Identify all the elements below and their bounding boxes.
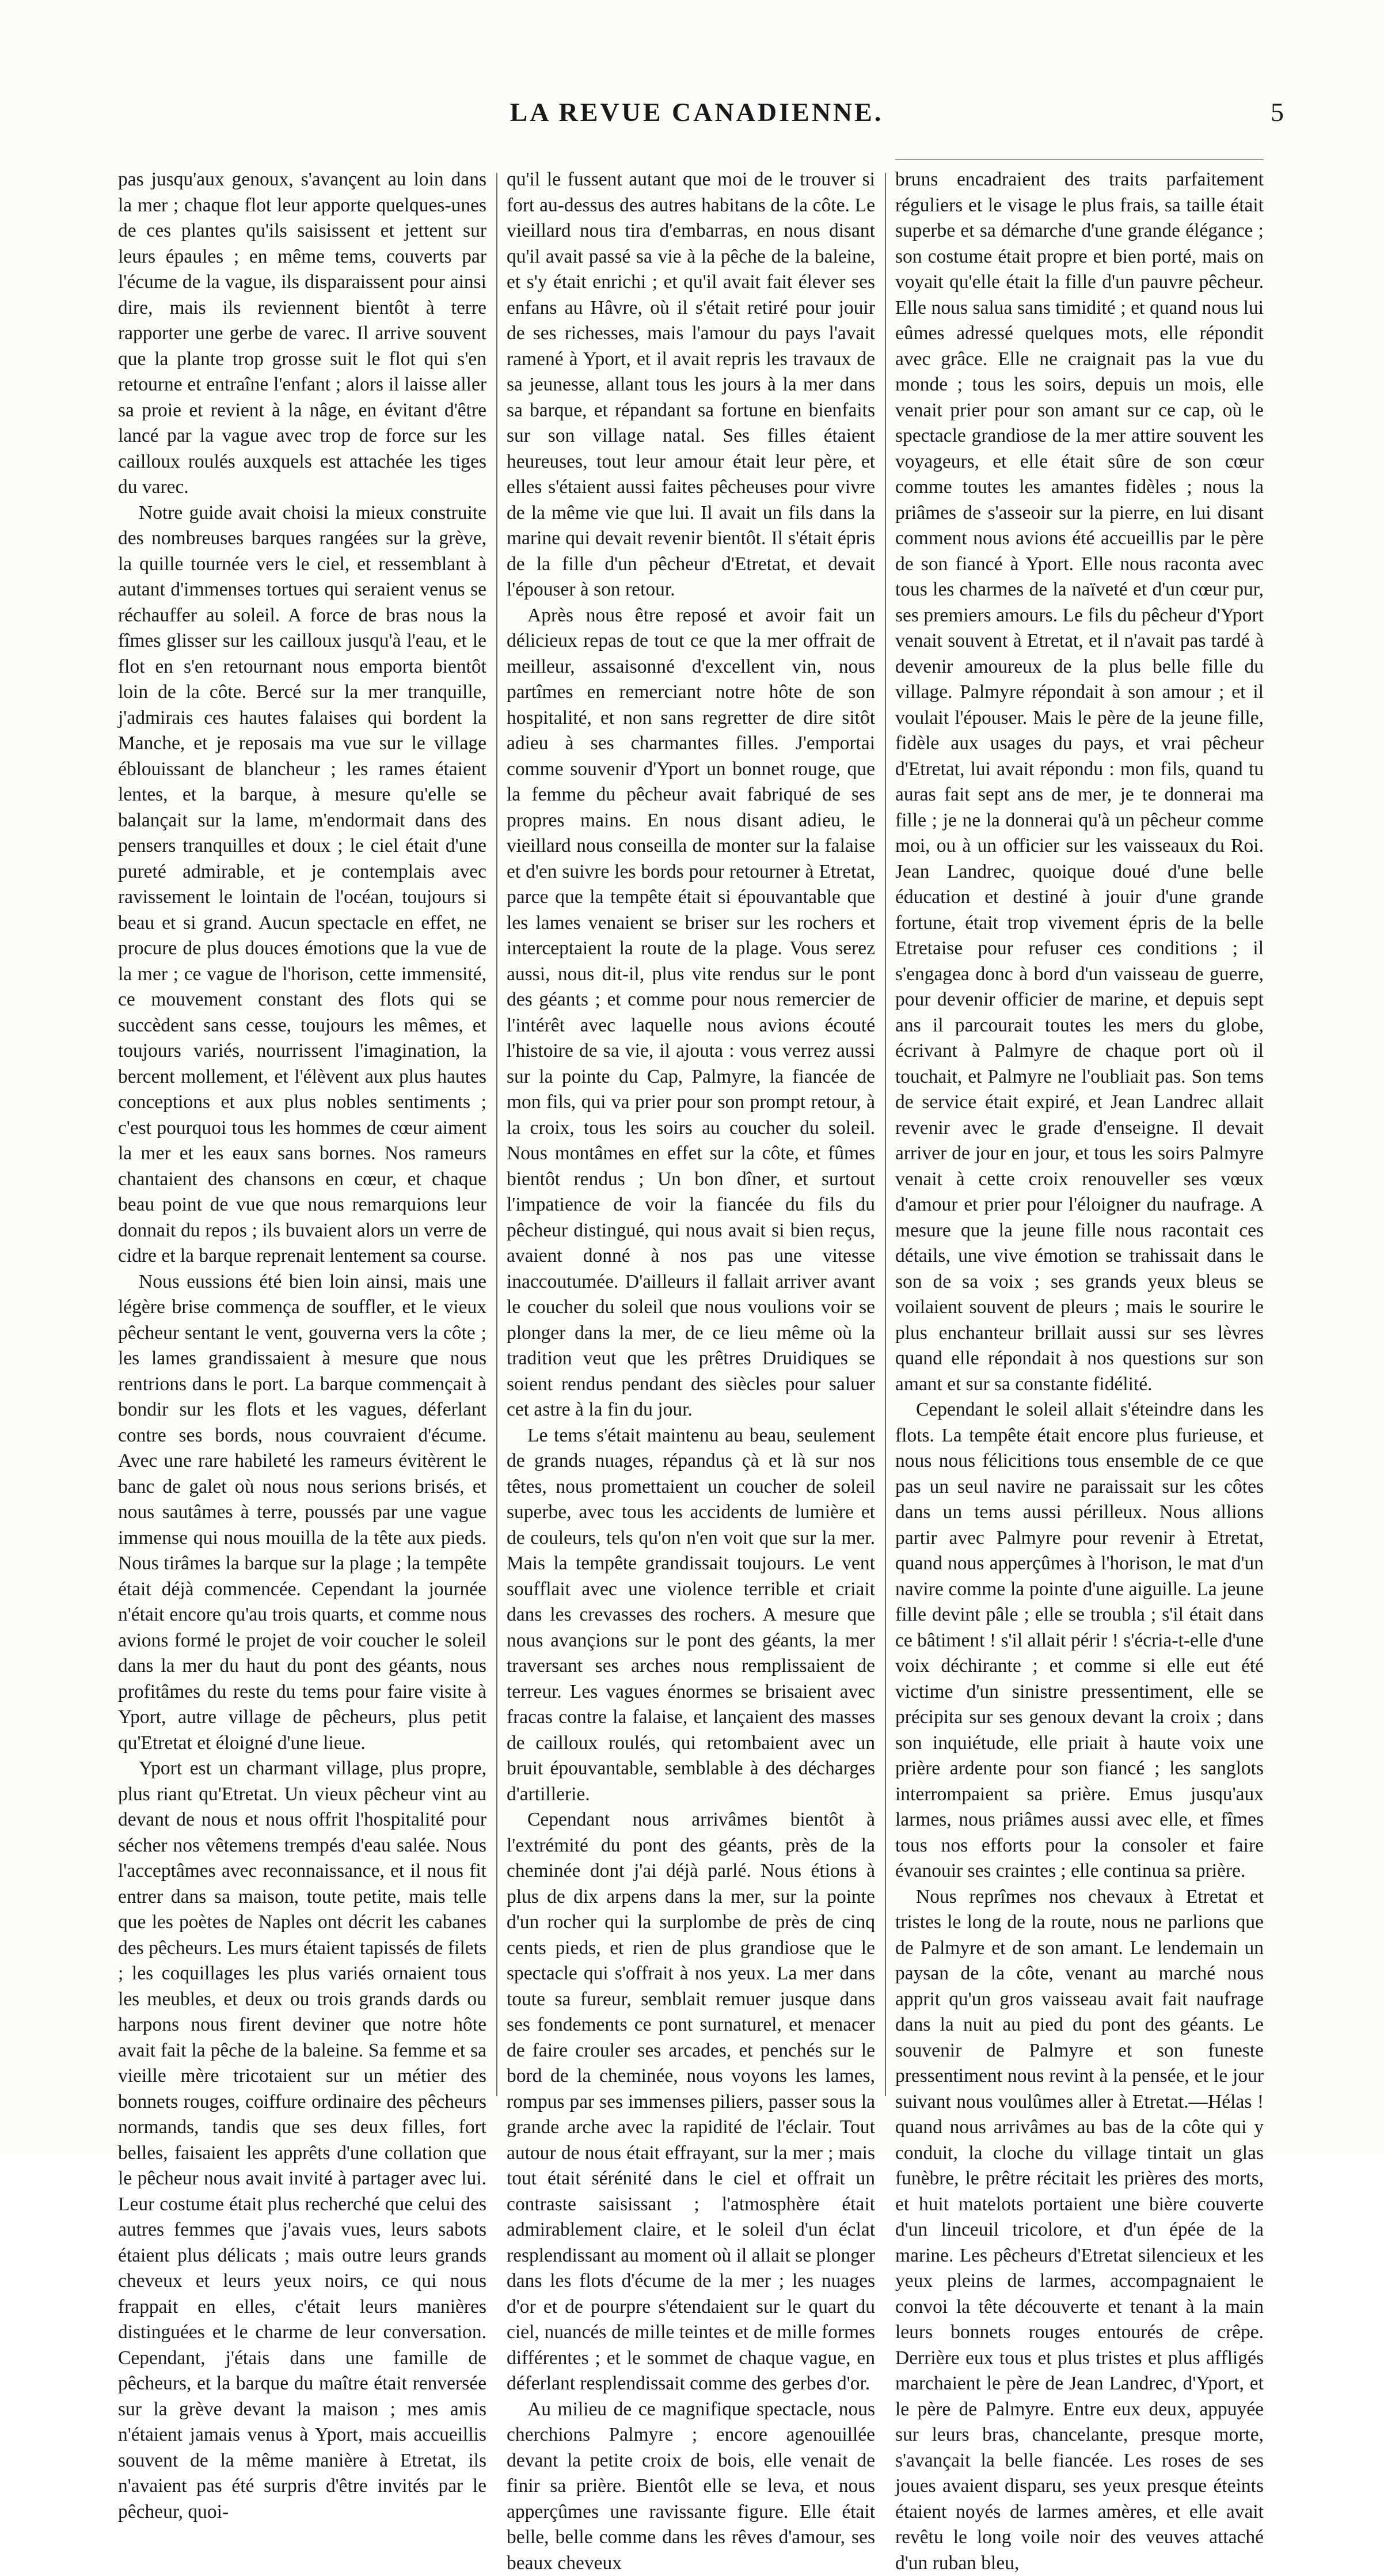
page-header — [109, 97, 1284, 137]
paragraph: Cependant le soleil allait s'éteindre dans les flots. La tempête était encore plus furieuse, et nous nous félicitions tous ensemble de ce que pas un seul navire ne paraissait sur les côtes dans un tems aussi périlleux. Nous allions partir avec Palmyre pour revenir à Etretat, quand nous apperçûmes à l'horison, le mat d'un navire comme la pointe d'une aiguille. La jeune fille devint pâle ; elle se troubla ; s'il était dans ce bâtiment ! s'il allait périr ! s'écria-t-elle d'une voix déchirante ; et comme si elle eut été victime d'un sinistre pressentiment, elle se précipita sur ses genoux devant la croix ; dans son inquiétude, elle priait à haute voix une prière ardente pour son fiancé ; les sanglots interrompaient sa prière. Emus jusqu'aux larmes, nous priâmes aussi avec elle, et fîmes tous nos efforts pour la consoler et faire évanouir ses craintes ; elle continua sa prière. — [895, 1397, 1264, 1884]
running-title: LA REVUE CANADIENNE. — [109, 97, 1284, 127]
paragraph: qu'il le fussent autant que moi de le trouver si fort au-dessus des autres habitans de la côte. Le vieillard nous tira d'embarras, en nous disant qu'il avait passé sa vie à la pêche de la baleine, et s'y était enrichi ; et qu'il avait fait élever ses enfans au Hâvre, où il s'était retiré pour jouir de ses richesses, mais l'amour du pays l'avait ramené à Yport, et il avait repris les travaux de sa jeunesse, allant tous les jours à la mer dans sa barque, et répandant sa fortune en bienfaits sur son village natal. Ses filles étaient heureuses, tout leur amour était leur père, et elles s'étaient aussi faites pêcheuses pour vivre de la même vie que lui. Il avait un fils dans la marine qui devait revenir bientôt. Il s'était épris de la fille d'un pêcheur d'Etretat, et devait l'épouser à son retour. — [507, 167, 875, 603]
text-column-2 — [507, 167, 875, 2108]
page-number: 5 — [1271, 97, 1284, 127]
paragraph: bruns encadraient des traits parfaitement réguliers et le visage le plus frais, sa taille était superbe et sa démarche d'une grande élégance ; son costume était propre et bien porté, mais on voyait qu'elle était la fille d'un pauvre pêcheur. Elle nous salua sans timidité ; et quand nous lui eûmes adressé quelques mots, elle répondit avec grâce. Elle ne craignait pas la vue du monde ; tous les soirs, depuis un mois, elle venait prier pour son amant sur ce cap, où le spectacle grandiose de la mer attire souvent les voyageurs, et elle était sûre de son cœur comme toutes les amantes fidèles ; nous la priâmes de s'asseoir sur la pierre, en lui disant comment nous avions été accueillis par le père de son fiancé à Yport. Elle nous raconta avec tous les charmes de la naïveté et d'un cœur pur, ses premiers amours. Le fils du pêcheur d'Yport venait souvent à Etretat, et il n'avait pas tardé à devenir amoureux de la plus belle fille du village. Palmyre répondait à son amour ; et il voulait l'épouser. Mais le père de la jeune fille, fidèle aux usages du pays, et vrai pêcheur d'Etretat, lui avait répondu : mon fils, quand tu auras fait sept ans de mer, je te donnerai ma fille ; je ne la donnerai qu'à un pêcheur comme moi, ou à un officier sur les vaisseaux du Roi. Jean Landrec, quoique doué d'une belle éducation et destiné à jouir d'une grande fortune, était trop vivement épris de la belle Etretaise pour refuser ces conditions ; il s'engagea donc à bord d'un vaisseau de guerre, pour devenir officier de marine, et depuis sept ans il parcourait toutes les mers du globe, écrivant à Palmyre de chaque port où il touchait, et Palmyre ne l'oubliait pas. Son tems de service était expiré, et Jean Landrec allait revenir avec le grade d'enseigne. Il devait arriver de jour en jour, et tous les soirs Palmyre venait à cette croix renouveller ses vœux d'amour et prier pour l'éloigner du naufrage. A mesure que la jeune fille nous racontait ces détails, une vive émotion se trahissait dans le son de sa voix ; ses grands yeux bleus se voilaient souvent de pleurs ; mais le sourire le plus enchanteur brillait aussi sur ses lèvres quand elle répondait à nos questions sur son amant et sur sa constante fidélité. — [895, 167, 1264, 1397]
column-divider — [496, 173, 497, 2096]
column-top-rule — [895, 159, 1264, 160]
text-column-3 — [895, 167, 1264, 2108]
paragraph: Cependant nous arrivâmes bientôt à l'extrémité du pont des géants, près de la cheminée dont j'ai déjà parlé. Nous étions à plus de dix arpens dans la mer, sur la pointe d'un rocher qui la surplombe de près de cinq cents pieds, et rien de plus grandiose que le spectacle qui s'offrait à nos yeux. La mer dans toute sa fureur, semblait remuer jusque dans ses fondements ce pont surnaturel, et menacer de faire crouler ses arcades, et penchés sur le bord de la cheminée, nous voyons les lames, rompus par ses immenses piliers, passer sous la grande arche avec la rapidité de l'éclair. Tout autour de nous était effrayant, sur la mer ; mais tout était sérénité dans le ciel et offrait un contraste saisissant ; l'atmosphère était admirablement claire, et le soleil d'un éclat resplendissant au moment où il allait se plonger dans les flots d'écume de la mer ; les nuages d'or et de pourpre s'étendaient sur le quart du ciel, nuancés de mille teintes et de mille formes différentes ; et le sommet de chaque vague, en déferlant resplendissait comme des gerbes d'or. — [507, 1807, 875, 2397]
paragraph: Nous eussions été bien loin ainsi, mais une légère brise commença de souffler, et le vieux pêcheur sentant le vent, gouverna vers la côte ; les lames grandissaient à mesure que nous rentrions dans le port. La barque commençait à bondir sur les flots et les vagues, déferlant contre ses bords, nous couvraient d'écume. Avec une rare habileté les rameurs évitèrent le banc de galet où nous nous serions brisés, et nous sautâmes à terre, poussés par une vague immense qui nous mouilla de la tête aux pieds. Nous tirâmes la barque sur la plage ; la tempête était déjà commencée. Cependant la journée n'était encore qu'au trois quarts, et comme nous avions formé le projet de voir coucher le soleil dans la mer du haut du pont des géants, nous profitâmes du reste du tems pour faire visite à Yport, autre village de pêcheurs, plus petit qu'Etretat et éloigné d'une lieue. — [118, 1269, 486, 1756]
paragraph: pas jusqu'aux genoux, s'avançent au loin dans la mer ; chaque flot leur apporte quelques-unes de ces plantes qu'ils saisissent et jettent sur leurs épaules ; en même tems, couverts par l'écume de la vague, ils disparaissent pour ainsi dire, mais ils reviennent bientôt à terre rapporter une gerbe de varec. Il arrive souvent que la plante trop grosse suit le flot qui s'en retourne et entraîne l'enfant ; alors il laisse aller sa proie et revient à la nâge, en évitant d'être lancé par la vague avec trop de force sur les cailloux roulés auxquels est attachée les tiges du varec. — [118, 167, 486, 500]
paragraph: Nous reprîmes nos chevaux à Etretat et tristes le long de la route, nous ne parlions que de Palmyre et de son amant. Le lendemain un paysan de la côte, venant au marché nous apprit qu'un gros vaisseau avait fait naufrage dans la nuit au pied du pont des géants. Le souvenir de Palmyre et son funeste pressentiment nous revint à la pensée, et le jour suivant nous voulûmes aller à Etretat.—Hélas ! quand nous arrivâmes au bas de la côte qui y conduit, la cloche du village tintait un glas funèbre, le prêtre récitait les prières des morts, et huit matelots portaient une bière couverte d'un linceuil tricolore, et d'un épée de la marine. Les pêcheurs d'Etretat silencieux et les yeux pleins de larmes, accompagnaient le convoi la tête découverte et tenant à la main leurs bonnets rouges entourés de crêpe. Derrière eux tous et plus tristes et plus affligés marchaient le père de Jean Landrec, d'Yport, et le père de Palmyre. Entre eux deux, appuyée sur leurs bras, chancelante, presque morte, s'avançait la belle fiancée. Les roses de ses joues avaient disparu, ses yeux presque éteints étaient noyés de larmes amères, et elle avait revêtu le long voile noir des veuves attaché d'un ruban bleu, — [895, 1884, 1264, 2576]
paragraph: Au milieu de ce magnifique spectacle, nous cherchions Palmyre ; encore agenouillée devant la petite croix de bois, elle venait de finir sa prière. Bientôt elle se leva, et nous apperçûmes une ravissante figure. Elle était belle, belle comme dans les rêves d'amour, ses beaux cheveux — [507, 2397, 875, 2576]
column-divider — [885, 173, 886, 2096]
paragraph: Le tems s'était maintenu au beau, seulement de grands nuages, répandus çà et là sur nos têtes, nous promettaient un coucher de soleil superbe, avec tous les accidents de lumière et de couleurs, tels qu'on n'en voit que sur la mer. Mais la tempête grandissait toujours. Le vent soufflait avec une violence terrible et criait dans les crevasses des rochers. A mesure que nous avançions sur le pont des géants, la mer traversant ses arches nous remplissaient de terreur. Les vagues énormes se brisaient avec fracas contre la falaise, et lançaient des masses de cailloux roulés, qui retombaient avec un bruit épouvantable, semblable à des décharges d'artillerie. — [507, 1423, 875, 1808]
paragraph: Yport est un charmant village, plus propre, plus riant qu'Etretat. Un vieux pêcheur vint au devant de nous et nous offrit l'hospitalité pour sécher nos vêtemens trempés d'eau salée. Nous l'acceptâmes avec reconnaissance, et il nous fit entrer dans sa maison, toute petite, mais telle que les poètes de Naples ont décrit les cabanes des pêcheurs. Les murs étaient tapissés de filets ; les coquillages les plus variés ornaient tous les meubles, et deux ou trois grands dards ou harpons nous firent deviner que notre hôte avait fait la pêche de la baleine. Sa femme et sa vieille mère tricotaient sur un métier des bonnets rouges, coiffure ordinaire des pêcheurs normands, tandis que ses deux filles, fort belles, faisaient les apprêts d'une collation que le pêcheur nous avait invité à partager avec lui. Leur costume était plus recherché que celui des autres femmes que j'avais vues, leurs sabots étaient plus délicats ; mais outre leurs grands cheveux et leurs yeux noirs, ce qui nous frappait en elles, c'était leurs manières distinguées et le charme de leur conversation. Cependant, j'étais dans une famille de pêcheurs, et la barque du maître était renversée sur la grève devant la maison ; mes amis n'étaient jamais venus à Yport, mais accueillis souvent de la même manière à Etretat, ils n'avaient pas été surpris d'être invités par le pêcheur, quoi- — [118, 1756, 486, 2525]
paragraph: Après nous être reposé et avoir fait un délicieux repas de tout ce que la mer offrait de meilleur, assaisonné d'excellent vin, nous partîmes en remerciant notre hôte de son hospitalité, et non sans regretter de dire sitôt adieu à ses charmantes filles. J'emportai comme souvenir d'Yport un bonnet rouge, que la femme du pêcheur avait fabriqué de ses propres mains. En nous disant adieu, le vieillard nous conseilla de monter sur la falaise et d'en suivre les bords pour retourner à Etretat, parce que la tempête était si épouvantable que les lames venaient se briser sur les rochers et interceptaient la route de la plage. Vous serez aussi, nous dit-il, plus vite rendus sur le pont des géants ; et comme pour nous remercier de l'intérêt avec laquelle nous avions écouté l'histoire de sa vie, il ajouta : vous verrez aussi sur la pointe du Cap, Palmyre, la fiancée de mon fils, qui va prier pour son prompt retour, à la croix, tous les soirs au coucher du soleil. Nous montâmes en effet sur la côte, et fûmes bientôt rendus ; Un bon dîner, et surtout l'impatience de voir la fiancée du fils du pêcheur distingué, qui nous avait si bien reçus, avaient donné à nos pas une vitesse inaccoutumée. D'ailleurs il fallait arriver avant le coucher du soleil que nous voulions voir se plonger dans la mer, de ce lieu même où la tradition veut que les prêtres Druidiques se soient rendus pendant des siècles pour saluer cet astre à la fin du jour. — [507, 603, 875, 1423]
paragraph: Notre guide avait choisi la mieux construite des nombreuses barques rangées sur la grève, la quille tournée vers le ciel, et ressemblant à autant d'immenses tortues qui seraient venus se réchauffer au soleil. A force de bras nous la fîmes glisser sur les cailloux jusqu'à l'eau, et le flot en s'en retournant nous emporta bientôt loin de la côte. Bercé sur la mer tranquille, j'admirais ces hautes falaises qui bordent la Manche, et je reposais ma vue sur le village éblouissant de blancheur ; les rames étaient lentes, et la barque, à mesure qu'elle se balançait sur la lame, m'endormait dans des pensers tranquilles et doux ; le ciel était d'une pureté admirable, et je contemplais avec ravissement le lointain de l'océan, toujours si beau et si grand. Aucun spectacle en effet, ne procure de plus douces émotions que la vue de la mer ; ce vague de l'horison, cette immensité, ce mouvement constant des flots qui se succèdent sans cesse, toujours les mêmes, et toujours variés, nourrissent l'imagination, la bercent mollement, et l'élèvent aux plus hautes conceptions et aux plus nobles sentiments ; c'est pourquoi tous les hommes de cœur aiment la mer et les eaux sans bornes. Nos rameurs chantaient des chansons en cœur, et chaque beau point de vue que nous remarquions leur donnait du repos ; ils buvaient alors un verre de cidre et la barque reprenait lentement sa course. — [118, 500, 486, 1269]
text-column-1 — [118, 167, 486, 2108]
